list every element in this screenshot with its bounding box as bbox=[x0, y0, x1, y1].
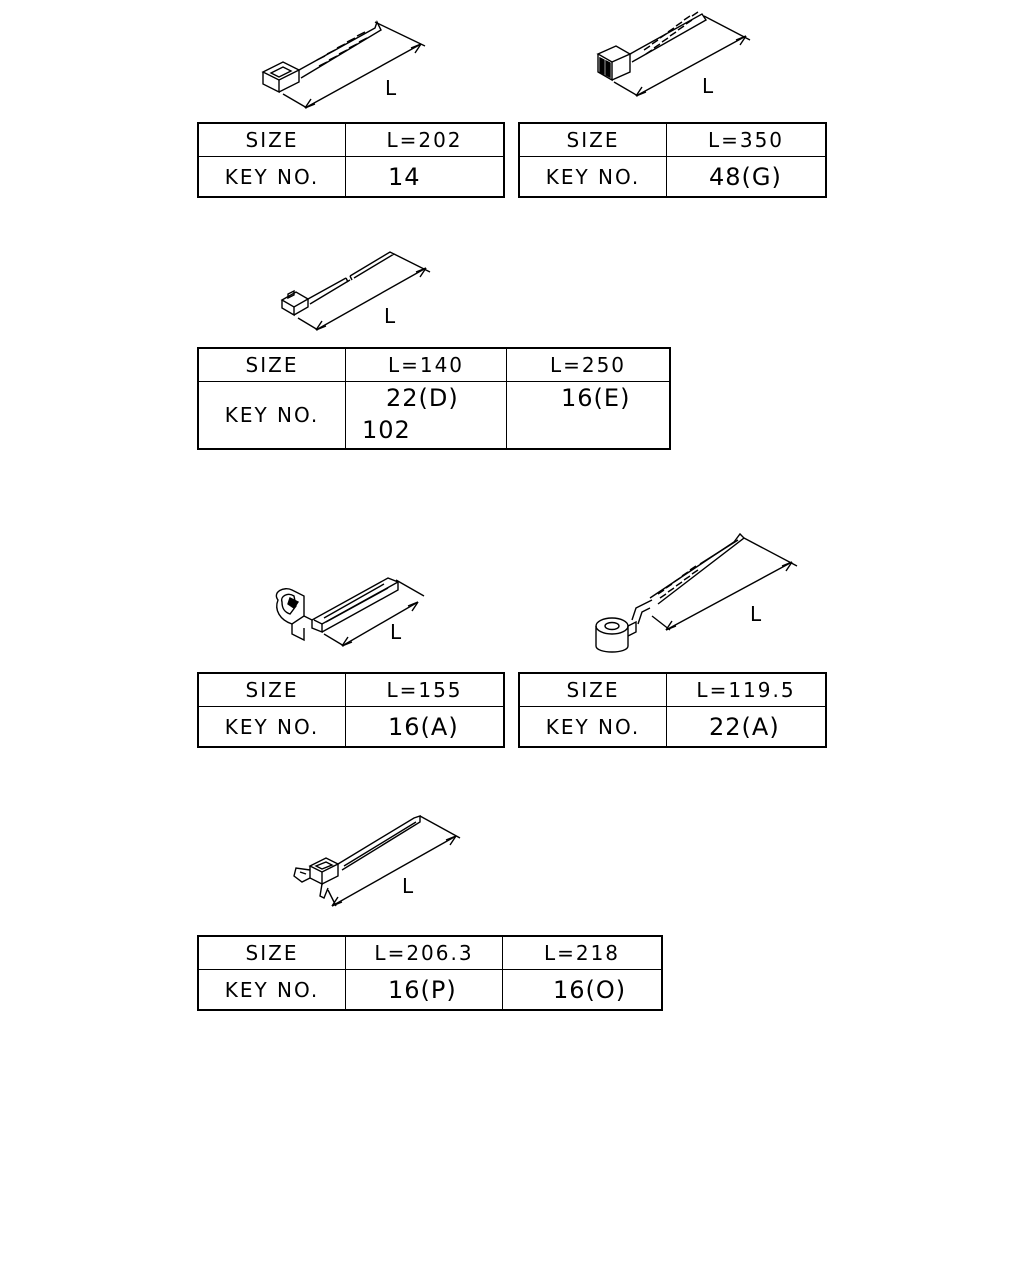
size-value: L=140 bbox=[346, 348, 507, 382]
size-value: L=202 bbox=[346, 123, 505, 157]
dimension-label-l: L bbox=[702, 74, 714, 98]
key-no-header: KEY NO. bbox=[198, 707, 346, 748]
size-header: SIZE bbox=[519, 123, 667, 157]
size-value: L=218 bbox=[503, 936, 663, 970]
dimension-label-l: L bbox=[390, 620, 402, 644]
key-no-header: KEY NO. bbox=[198, 382, 346, 450]
key-no-header: KEY NO. bbox=[519, 707, 667, 748]
key-table-3 bbox=[197, 347, 671, 450]
size-header: SIZE bbox=[198, 673, 346, 707]
dimension-label-l: L bbox=[402, 874, 414, 898]
cable-tie-drawing-1 bbox=[255, 12, 435, 117]
key-value: 48(G) bbox=[667, 157, 827, 198]
dimension-label-l: L bbox=[384, 304, 396, 328]
key-value: 14 bbox=[346, 157, 505, 198]
cable-tie-drawing-3 bbox=[278, 244, 438, 339]
key-value: 22(D) 102 bbox=[346, 382, 507, 450]
dimension-label-l: L bbox=[385, 76, 397, 100]
key-no-header: KEY NO. bbox=[519, 157, 667, 198]
size-header: SIZE bbox=[198, 123, 346, 157]
key-no-header: KEY NO. bbox=[198, 970, 346, 1011]
key-value: 16(E) bbox=[507, 382, 671, 450]
key-table-2 bbox=[518, 122, 827, 198]
stud-tie-drawing-5 bbox=[592, 528, 807, 658]
key-value: 22(A) bbox=[667, 707, 827, 748]
dimension-label-l: L bbox=[750, 602, 762, 626]
size-header: SIZE bbox=[519, 673, 667, 707]
key-table-6 bbox=[197, 935, 663, 1011]
push-mount-tie-drawing-6 bbox=[288, 808, 468, 913]
size-value: L=206.3 bbox=[346, 936, 503, 970]
size-value: L=119.5 bbox=[667, 673, 827, 707]
size-header: SIZE bbox=[198, 348, 346, 382]
key-table-4 bbox=[197, 672, 505, 748]
key-value: 16(P) bbox=[346, 970, 503, 1011]
size-header: SIZE bbox=[198, 936, 346, 970]
size-value: L=250 bbox=[507, 348, 671, 382]
cable-tie-drawing-2 bbox=[590, 6, 760, 106]
key-value: 16(O) bbox=[503, 970, 663, 1011]
key-value: 16(A) bbox=[346, 707, 505, 748]
size-value: L=155 bbox=[346, 673, 505, 707]
size-value: L=350 bbox=[667, 123, 827, 157]
clip-tie-drawing-4 bbox=[268, 572, 433, 647]
key-no-header: KEY NO. bbox=[198, 157, 346, 198]
key-table-5 bbox=[518, 672, 827, 748]
key-table-1 bbox=[197, 122, 505, 198]
